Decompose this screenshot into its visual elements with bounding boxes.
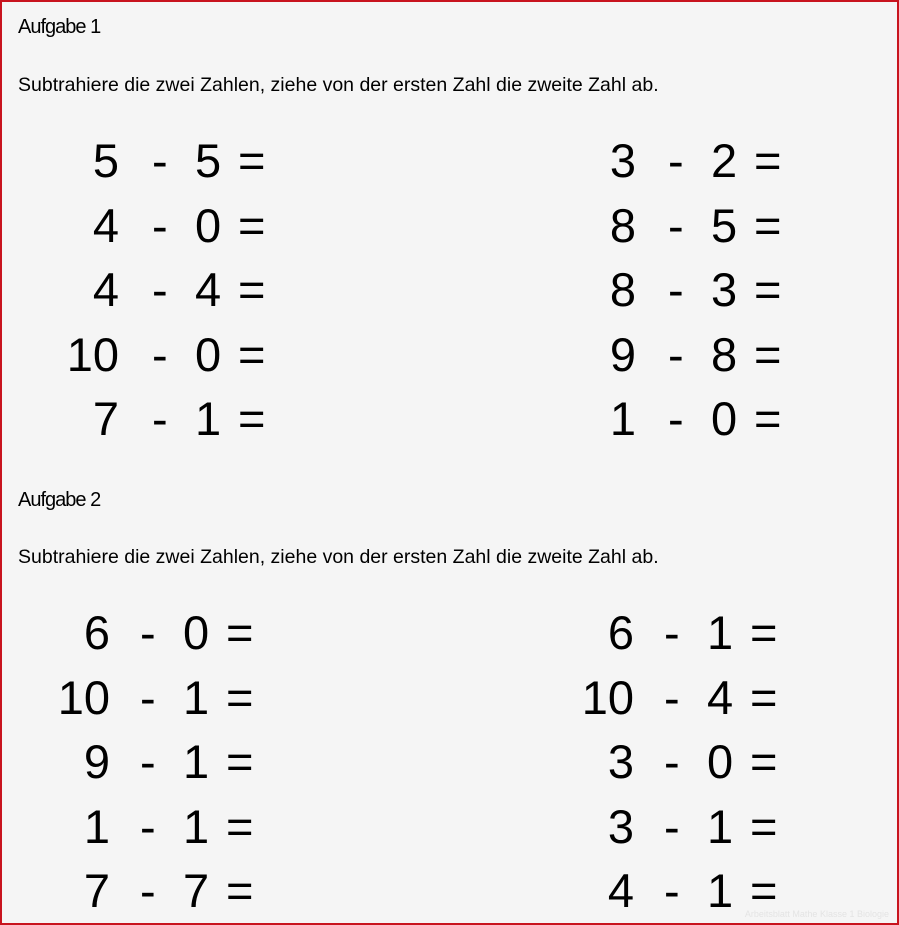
minuend: 3 [607, 799, 634, 853]
minuend: 4 [92, 263, 119, 316]
subtrahend: 1 [707, 606, 734, 659]
equals-sign: = [750, 799, 778, 853]
minuend: 7 [83, 864, 110, 917]
equals-sign: = [238, 134, 266, 187]
subtrahend: 1 [183, 735, 210, 788]
equals-sign: = [226, 735, 254, 788]
equals-sign: = [238, 392, 266, 445]
minuend: 8 [609, 263, 636, 316]
minuend: 6 [83, 606, 110, 659]
equation-row [2, 392, 899, 445]
subtrahend: 0 [195, 327, 222, 381]
equation-row [2, 799, 899, 853]
minus-sign: - [140, 670, 156, 724]
minus-sign: - [668, 198, 684, 252]
equals-sign: = [754, 327, 782, 381]
subtrahend: 7 [183, 864, 210, 917]
minus-sign: - [664, 864, 680, 917]
subtrahend: 1 [183, 799, 210, 853]
task-1-instruction: Subtrahiere die zwei Zahlen, ziehe von der ersten Zahl die zweite Zahl ab. [18, 74, 659, 96]
equals-sign: = [754, 263, 782, 316]
minus-sign: - [664, 606, 680, 659]
minus-sign: - [140, 606, 156, 659]
minuend: 10 [581, 670, 634, 724]
minus-sign: - [140, 864, 156, 917]
minus-sign: - [140, 735, 156, 788]
equals-sign: = [226, 799, 254, 853]
task-1-heading: Aufgabe 1 [18, 16, 101, 38]
equation-row [2, 134, 899, 187]
equals-sign: = [750, 670, 778, 724]
subtrahend: 0 [195, 198, 222, 252]
subtrahend: 1 [195, 392, 222, 445]
equals-sign: = [754, 134, 782, 187]
equation-row [2, 198, 899, 252]
minuend: 3 [607, 735, 634, 788]
equation-row [2, 263, 899, 316]
minuend: 5 [92, 134, 119, 187]
subtrahend: 1 [707, 799, 734, 853]
subtrahend: 5 [711, 198, 738, 252]
minuend: 9 [609, 327, 636, 381]
equals-sign: = [226, 864, 254, 917]
equation-row [2, 670, 899, 724]
minuend: 1 [83, 799, 110, 853]
subtrahend: 8 [711, 327, 738, 381]
minus-sign: - [664, 735, 680, 788]
equation-row [2, 327, 899, 381]
subtrahend: 5 [195, 134, 222, 187]
minus-sign: - [152, 392, 168, 445]
minus-sign: - [152, 134, 168, 187]
subtrahend: 2 [711, 134, 738, 187]
minus-sign: - [668, 134, 684, 187]
equation-row [2, 606, 899, 659]
minuend: 3 [609, 134, 636, 187]
equals-sign: = [238, 263, 266, 316]
minus-sign: - [664, 799, 680, 853]
minuend: 10 [66, 327, 119, 381]
subtrahend: 1 [183, 670, 210, 724]
equals-sign: = [226, 606, 254, 659]
subtrahend: 0 [183, 606, 210, 659]
minus-sign: - [668, 392, 684, 445]
minuend: 6 [607, 606, 634, 659]
subtrahend: 0 [707, 735, 734, 788]
minus-sign: - [152, 198, 168, 252]
equals-sign: = [754, 392, 782, 445]
subtrahend: 3 [711, 263, 738, 316]
minuend: 9 [83, 735, 110, 788]
equals-sign: = [754, 198, 782, 252]
minus-sign: - [152, 263, 168, 316]
subtrahend: 1 [707, 864, 734, 917]
equals-sign: = [750, 735, 778, 788]
minuend: 8 [609, 198, 636, 252]
equals-sign: = [750, 864, 778, 917]
equation-row [2, 735, 899, 788]
subtrahend: 4 [195, 263, 222, 316]
minuend: 4 [92, 198, 119, 252]
minus-sign: - [140, 799, 156, 853]
subtrahend: 4 [707, 670, 734, 724]
subtrahend: 0 [711, 392, 738, 445]
minus-sign: - [668, 327, 684, 381]
equals-sign: = [750, 606, 778, 659]
minus-sign: - [152, 327, 168, 381]
minuend: 4 [607, 864, 634, 917]
minuend: 1 [609, 392, 636, 445]
minus-sign: - [664, 670, 680, 724]
minus-sign: - [668, 263, 684, 316]
task-2-heading: Aufgabe 2 [18, 489, 101, 511]
minuend: 10 [57, 670, 110, 724]
equals-sign: = [226, 670, 254, 724]
watermark-text: Arbeitsblatt Mathe Klasse 1 Biologie [744, 909, 889, 919]
equals-sign: = [238, 198, 266, 252]
equals-sign: = [238, 327, 266, 381]
minuend: 7 [92, 392, 119, 445]
task-2-instruction: Subtrahiere die zwei Zahlen, ziehe von der ersten Zahl die zweite Zahl ab. [18, 546, 659, 568]
